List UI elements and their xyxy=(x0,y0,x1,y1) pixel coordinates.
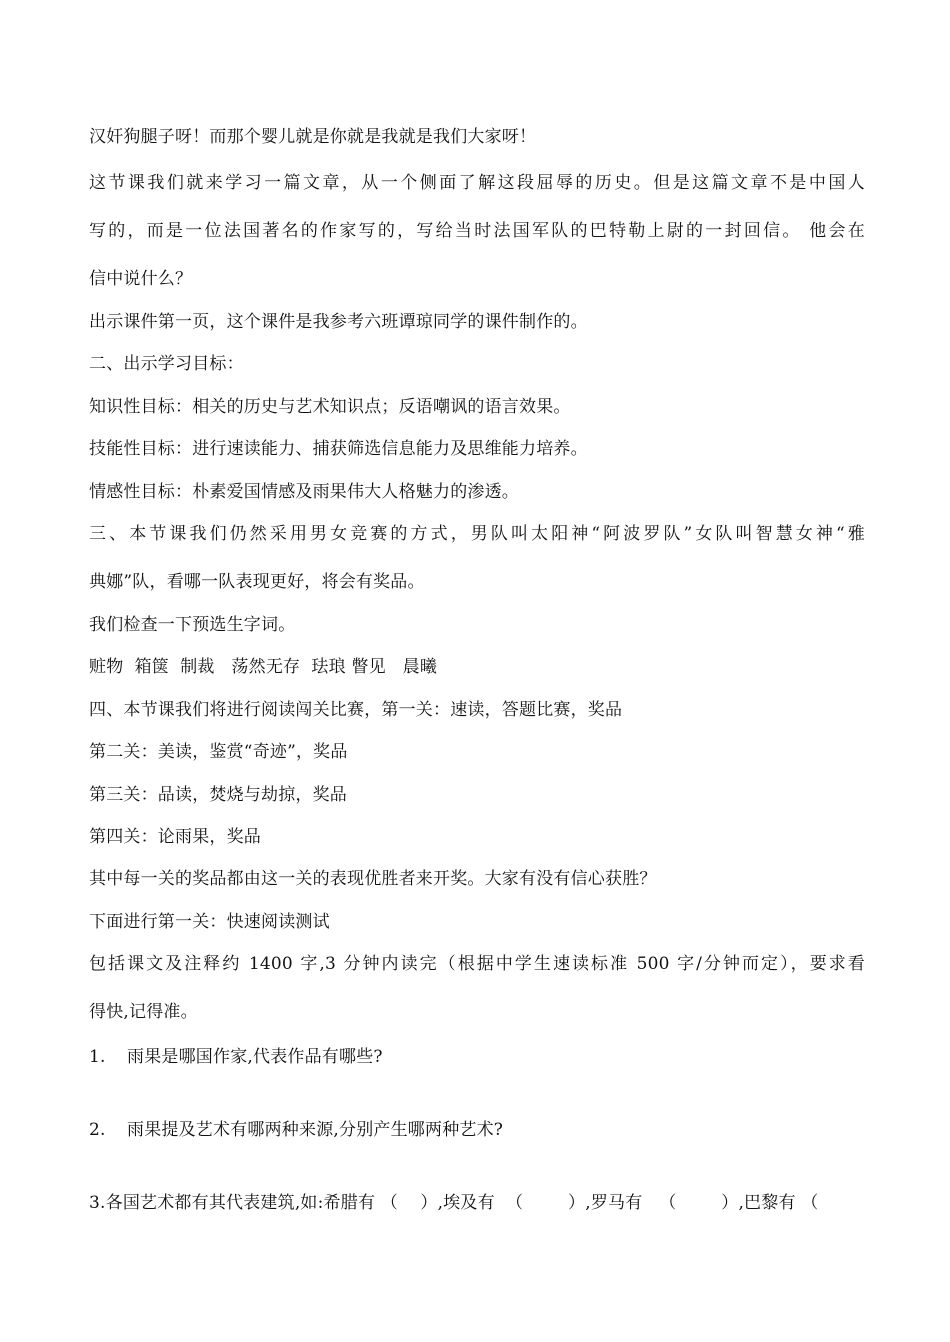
text-line: 下面进行第一关：快速阅读测试 xyxy=(89,912,330,932)
text-line: 四、本节课我们将进行阅读闯关比赛，第一关：速读，答题比赛，奖品 xyxy=(89,700,623,720)
text-line: 这节课我们就来学习一篇文章，从一个侧面了解这段屈辱的历史。但是这篇文章不是中国人 xyxy=(89,173,865,193)
question-number: 2. xyxy=(89,1120,106,1140)
text-line: 其中每一关的奖品都由这一关的表现优胜者来开奖。大家有没有信心获胜？ xyxy=(89,869,657,889)
question-text: 雨果是哪国作家,代表作品有哪些? xyxy=(127,1047,383,1067)
text-line: 第三关：品读，焚烧与劫掠，奖品 xyxy=(89,785,347,805)
question-2 xyxy=(89,1119,865,1141)
text-line: 得快,记得准。 xyxy=(89,1002,198,1022)
question-3: 3.各国艺术都有其代表建筑,如:希腊有 （ ）,埃及有 （ ）,罗马有 （ ）,巴黎有 （ xyxy=(89,1193,819,1213)
section-heading: 二、出示学习目标： xyxy=(89,354,244,374)
vocabulary-line: 赃物 箱箧 制裁 荡然无存 珐琅 瞥见 晨曦 xyxy=(89,657,438,677)
text-line: 包括课文及注释约 1400 字,3 分钟内读完（根据中学生速读标准 500 字/分钟而定），要求看 xyxy=(89,954,865,974)
text-line: 我们检查一下预选生字词。 xyxy=(89,615,296,635)
text-line: 技能性目标：进行速读能力、捕获筛选信息能力及思维能力培养。 xyxy=(89,439,588,459)
text-line: 知识性目标：相关的历史与艺术知识点；反语嘲讽的语言效果。 xyxy=(89,397,571,417)
question-number: 1. xyxy=(89,1047,106,1067)
text-line: 第二关：美读，鉴赏“奇迹”，奖品 xyxy=(89,742,348,762)
question-text: 雨果提及艺术有哪两种来源,分别产生哪两种艺术? xyxy=(127,1120,504,1140)
text-line: 第四关：论雨果，奖品 xyxy=(89,827,261,847)
text-line: 情感性目标：朴素爱国情感及雨果伟大人格魅力的渗透。 xyxy=(89,482,519,502)
text-line: 信中说什么？ xyxy=(89,269,193,289)
question-1 xyxy=(89,1046,865,1068)
text-line: 写的，而是一位法国著名的作家写的，写给当时法国军队的巴特勒上尉的一封回信。 他会在 xyxy=(89,221,865,241)
text-line: 三、本节课我们仍然采用男女竞赛的方式，男队叫太阳神“阿波罗队”女队叫智慧女神“雅 xyxy=(89,524,865,544)
text-line: 典娜”队，看哪一队表现更好，将会有奖品。 xyxy=(89,572,425,592)
text-line: 出示课件第一页，这个课件是我参考六班谭琼同学的课件制作的。 xyxy=(89,312,588,332)
text-line: 汉奸狗腿子呀！而那个婴儿就是你就是我就是我们大家呀！ xyxy=(89,127,537,147)
